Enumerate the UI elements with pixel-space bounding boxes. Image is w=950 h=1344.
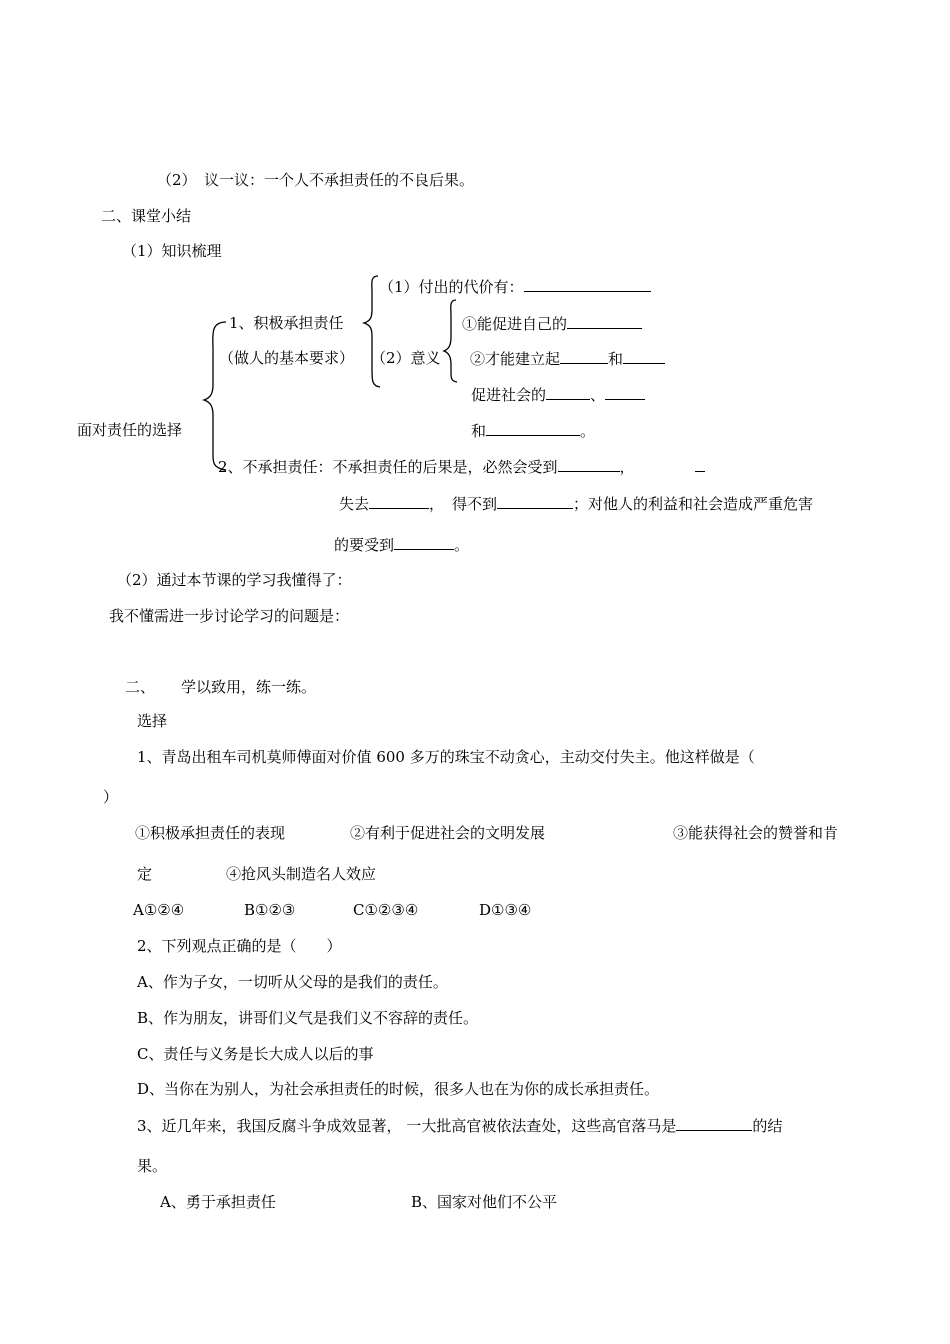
choose-label: 选择 xyxy=(137,712,168,730)
meaning-item-3-text: 促进社会的 xyxy=(471,386,547,404)
receive-blank[interactable] xyxy=(558,456,620,472)
notget-label: 得不到 xyxy=(452,495,498,513)
q1-answer-a[interactable]: A①②④ xyxy=(133,901,185,919)
q3-blank[interactable] xyxy=(676,1115,752,1131)
branch2-text: 2、不承担责任：不承担责任的后果是，必然会受到 xyxy=(218,458,558,476)
penalty-blank[interactable] xyxy=(394,534,454,550)
period: 。 xyxy=(580,422,596,440)
self-blank[interactable] xyxy=(567,313,642,329)
notget-blank[interactable] xyxy=(497,493,573,509)
learned-prompt: （2）通过本节课的学习我懂得了： xyxy=(117,571,352,589)
q3-line xyxy=(137,1115,782,1136)
q3-stem-end: 的结 xyxy=(752,1117,783,1135)
q1-stem: 1、青岛出租车司机莫师傅面对价值 600 多万的珠宝不动贪心，主动交付失主。他这样做是（ xyxy=(137,748,755,766)
section-heading-summary: 二、课堂小结 xyxy=(101,207,192,225)
q1-close: ） xyxy=(103,788,119,806)
lose-blank[interactable] xyxy=(369,493,429,509)
questions-prompt: 我不懂需进一步讨论学习的问题是： xyxy=(109,607,350,625)
q2-option-c[interactable]: C、责任与义务是长大成人以后的事 xyxy=(137,1045,374,1063)
period-2: 。 xyxy=(454,536,470,554)
q3-stem: 3、近几年来，我国反腐斗争成效显著， 一大批高官被依法查处，这些高官落马是 xyxy=(137,1117,677,1135)
section-heading-practice: 学以致用，练一练。 xyxy=(181,678,317,696)
q1-option-2: ②有利于促进社会的文明发展 xyxy=(350,824,546,842)
cost-label: （1）付出的代价有： xyxy=(379,278,524,296)
q2-option-b[interactable]: B、作为朋友，讲哥们义气是我们义不容辞的责任。 xyxy=(137,1009,479,1027)
map-root: 面对责任的选择 xyxy=(77,421,183,439)
society-blank-2[interactable] xyxy=(605,384,645,400)
should-label: 的要受到 xyxy=(334,536,395,554)
q1-option-3: ③能获得社会的赞誉和肯 xyxy=(673,824,839,842)
society-blank-3[interactable] xyxy=(486,420,580,436)
discussion-item: （2） 议一议：一个人不承担责任的不良后果。 xyxy=(157,171,475,189)
meaning-brace xyxy=(444,300,457,382)
comma-2: ， xyxy=(429,495,445,513)
cost-blank[interactable] xyxy=(524,276,651,292)
q3-option-b[interactable]: B、国家对他们不公平 xyxy=(411,1193,558,1211)
should-line xyxy=(334,534,469,555)
and-text: 和 xyxy=(608,350,624,368)
section-heading-practice-num: 二、 xyxy=(125,678,156,696)
subheading-knowledge: （1）知识梳理 xyxy=(122,242,222,260)
separator: 、 xyxy=(590,386,606,404)
branch1-subtitle: （做人的基本要求） xyxy=(219,349,355,367)
lose-line xyxy=(339,493,813,514)
meaning-item-3 xyxy=(471,384,645,405)
q1-option-3-cont: 定 xyxy=(137,865,153,883)
meaning-label: （2）意义 xyxy=(371,349,441,367)
branch1-title: 1、积极承担责任 xyxy=(229,314,344,332)
relation-blank-1[interactable] xyxy=(560,348,608,364)
harm-text: ；对他人的利益和社会造成严重危害 xyxy=(573,495,814,513)
q1-option-1: ①积极承担责任的表现 xyxy=(135,824,286,842)
society-blank-1[interactable] xyxy=(546,384,590,400)
meaning-item-1-text: ①能促进自己的 xyxy=(462,315,568,333)
q2-option-d[interactable]: D、当你在为别人，为社会承担责任的时候，很多人也在为你的成长承担责任。 xyxy=(137,1080,660,1098)
q1-answer-b[interactable]: B①②③ xyxy=(244,901,296,919)
meaning-item-2 xyxy=(470,348,665,369)
lose-label: 失去 xyxy=(339,495,370,513)
meaning-item-1 xyxy=(462,313,642,334)
meaning-item-4 xyxy=(471,420,595,441)
q2-stem: 2、下列观点正确的是（ ） xyxy=(137,937,342,955)
and-text-2: 和 xyxy=(471,422,487,440)
q1-answer-c[interactable]: C①②③④ xyxy=(353,901,419,919)
comma: ， xyxy=(619,458,635,476)
trailing-blank[interactable] xyxy=(695,456,705,472)
branch2-line xyxy=(218,456,635,477)
q1-answer-d[interactable]: D①③④ xyxy=(479,901,532,919)
cost-line xyxy=(379,276,651,297)
q2-option-a[interactable]: A、作为子女，一切听从父母的是我们的责任。 xyxy=(137,973,448,991)
trailing-blank-line xyxy=(695,456,705,477)
meaning-item-2-text: ②才能建立起 xyxy=(470,350,561,368)
relation-blank-2[interactable] xyxy=(623,348,665,364)
root-brace xyxy=(204,322,226,470)
q1-option-4: ④抢风头制造名人效应 xyxy=(226,865,377,883)
branch1-brace xyxy=(364,276,380,387)
q3-stem-cont: 果。 xyxy=(137,1157,168,1175)
q3-option-a[interactable]: A、勇于承担责任 xyxy=(160,1193,276,1211)
